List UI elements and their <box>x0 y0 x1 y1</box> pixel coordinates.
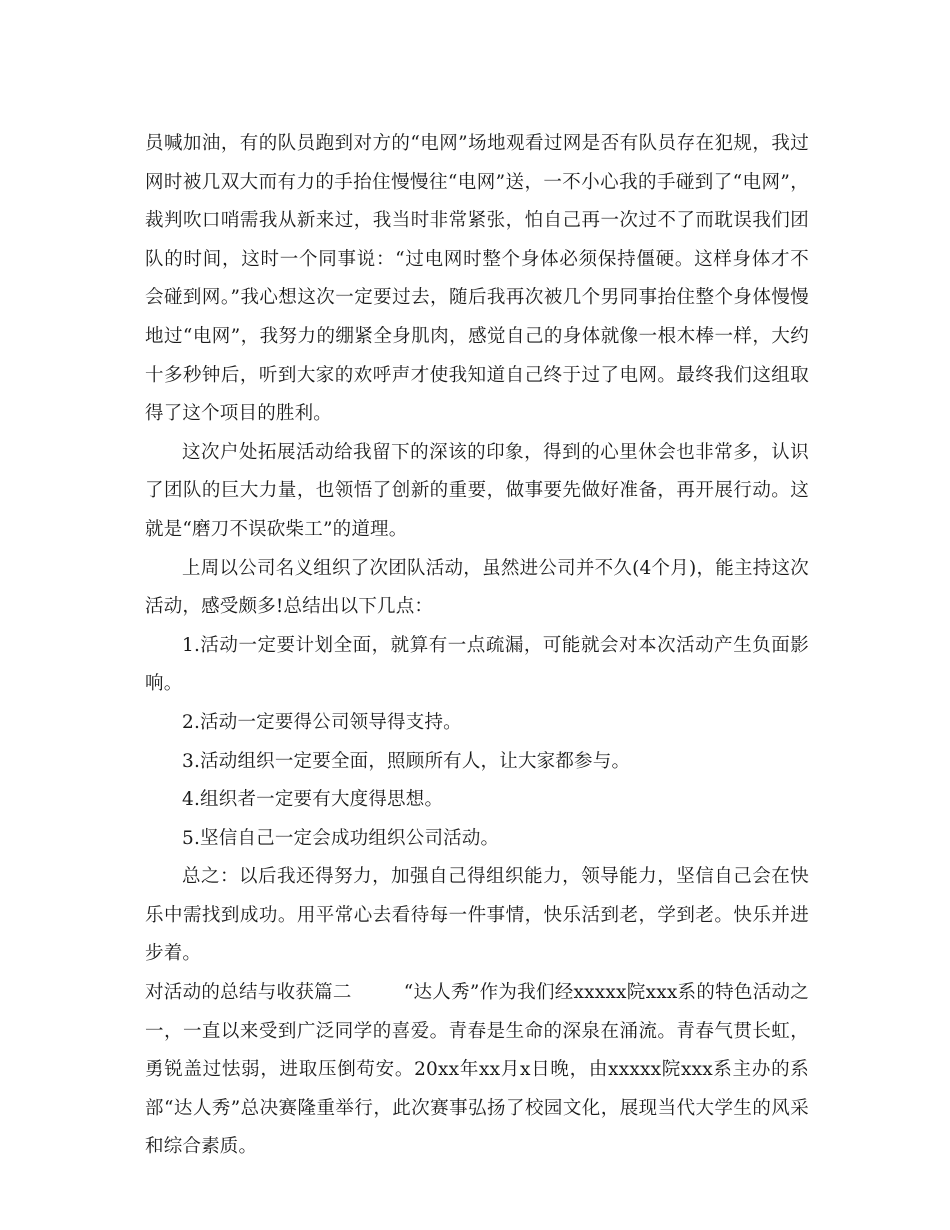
document-body <box>145 125 809 1167</box>
section-title: 对活动的总结与收获篇二 <box>145 982 352 1004</box>
paragraph-electric-net: 员喊加油，有的队员跑到对方的“电网”场地观看过网是否有队员存在犯规，我过网时被几双大而有力的手抬住慢慢往“电网”送，一不小心我的手碰到了“电网”，裁判吹口哨需我从新来过，我当时非常紧张，怕自己再一次过不了而耽误我们团队的时间，这时一个同事说：“过电网时整个身体必须保持僵硬。这样身体才不会碰到网。”我心想这次一定要过去，随后我再次被几个男同事抬住整个身体慢慢地过“电网”，我努力的绷紧全身肌肉，感觉自己的身体就像一根木棒一样，大约十多秒钟后，听到大家的欢呼声才使我知道自己终于过了电网。最终我们这组取得了这个项目的胜利。 <box>145 133 809 425</box>
paragraph-conclusion: 总之：以后我还得努力，加强自己得组织能力，领导能力，坚信自己会在快乐中需找到成功。用平常心去看待每一件事情，快乐活到老，学到老。快乐并进步着。 <box>145 866 809 965</box>
section-two <box>145 974 809 1167</box>
list-item-1: 1.活动一定要计划全面，就算有一点疏漏，可能就会对本次活动产生负面影响。 <box>145 634 809 695</box>
paragraph-team-activity: 上周以公司名义组织了次团队活动，虽然进公司并不久(4个月)，能主持这次活动，感受颇多!总结出以下几点： <box>145 557 809 618</box>
paragraph-impression: 这次户处拓展活动给我留下的深该的印象，得到的心里休会也非常多，认识了团队的巨大力量，也领悟了创新的重要，做事要先做好准备，再开展行动。这就是“磨刀不误砍柴工”的道理。 <box>145 441 809 540</box>
list-item-3: 3.活动组织一定要全面，照顾所有人，让大家都参与。 <box>182 750 631 772</box>
list-item-4: 4.组织者一定要有大度得思想。 <box>182 789 444 811</box>
section-body: “达人秀”作为我们经xxxxx院xxx系的特色活动之一，一直以来受到广泛同学的喜爱。青春是生命的深泉在涌流。青春气贯长虹，勇锐盖过怯弱，进取压倒苟安。20xx年xx月x日晚，由xxxxx院xxx系主办的系部“达人秀”总决赛隆重举行，此次赛事弘扬了校园文化，展现当代大学生的风采和综合素质。 <box>145 982 809 1158</box>
list-item-5: 5.坚信自己一定会成功组织公司活动。 <box>182 827 500 849</box>
list-item-2: 2.活动一定要得公司领导得支持。 <box>182 711 462 733</box>
